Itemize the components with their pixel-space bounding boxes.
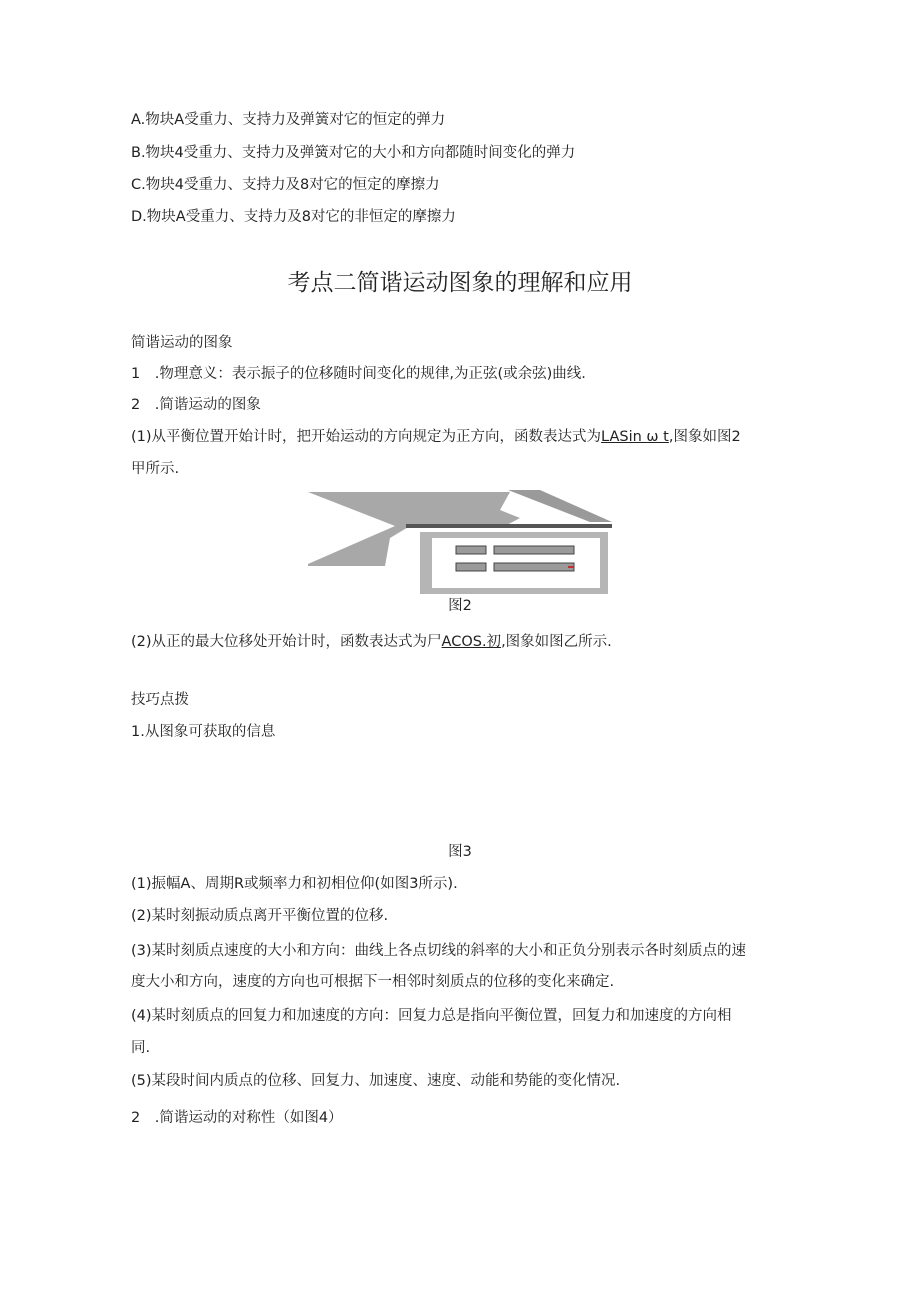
option-d: D.物块A受重力、支持力及8对它的非恒定的摩擦力 xyxy=(131,209,456,225)
figure-2-image xyxy=(300,486,612,596)
figure-2-caption: 图2 xyxy=(448,598,472,614)
formula-sin: LASin ω t xyxy=(601,429,669,445)
skills-line-3b: 度大小和方向，速度的方向也可根据下一相邻时刻质点的位移的变化来确定. xyxy=(131,974,615,990)
option-b: B.物块4受重力、支持力及弹簧对它的大小和方向都随时间变化的弹力 xyxy=(131,145,576,161)
skills-line-4b: 同. xyxy=(131,1040,151,1056)
paragraph-1-tail: ,图象如图2 xyxy=(668,429,741,445)
paragraph-1 xyxy=(131,427,741,447)
skills-item-2: 2 .简谐运动的对称性（如图4） xyxy=(131,1110,343,1126)
paragraph-2-tail: ,图象如图乙所示. xyxy=(501,634,612,650)
paragraph-2 xyxy=(131,632,612,652)
option-a: A.物块A受重力、支持力及弹簧对它的恒定的弹力 xyxy=(131,112,446,128)
option-c: C.物块4受重力、支持力及8对它的恒定的摩擦力 xyxy=(131,177,440,193)
intro-heading: 简谐运动的图象 xyxy=(131,335,233,351)
skills-line-2: (2)某时刻振动质点离开平衡位置的位移. xyxy=(131,908,389,924)
figure-3-caption: 图3 xyxy=(448,844,472,860)
paragraph-1-text: (1)从平衡位置开始计时，把开始运动的方向规定为正方向，函数表达式为 xyxy=(131,429,602,445)
intro-item-1: 1 .物理意义：表示振子的位移随时间变化的规律,为正弦(或余弦)曲线. xyxy=(131,366,586,382)
skills-line-1: (1)振幅A、周期R或频率力和初相位仰(如图3所示). xyxy=(131,876,458,892)
formula-cos: ACOS.初 xyxy=(441,634,502,650)
skills-item-1: 1.从图象可获取的信息 xyxy=(131,724,276,740)
paragraph-1-continued: 甲所示. xyxy=(131,461,180,477)
skills-line-4a: (4)某时刻质点的回复力和加速度的方向：回复力总是指向平衡位置，回复力和加速度的方向相 xyxy=(131,1008,732,1024)
paragraph-2-text: (2)从正的最大位移处开始计时，函数表达式为尸 xyxy=(131,634,442,650)
intro-item-2: 2 .简谐运动的图象 xyxy=(131,397,261,413)
skills-line-5: (5)某段时间内质点的位移、回复力、加速度、速度、动能和势能的变化情况. xyxy=(131,1073,621,1089)
section-title: 考点二简谐运动图象的理解和应用 xyxy=(287,270,633,296)
skills-heading: 技巧点拨 xyxy=(131,692,189,708)
skills-line-3a: (3)某时刻质点速度的大小和方向：曲线上各点切线的斜率的大小和正负分别表示各时刻质点的速 xyxy=(131,943,747,959)
